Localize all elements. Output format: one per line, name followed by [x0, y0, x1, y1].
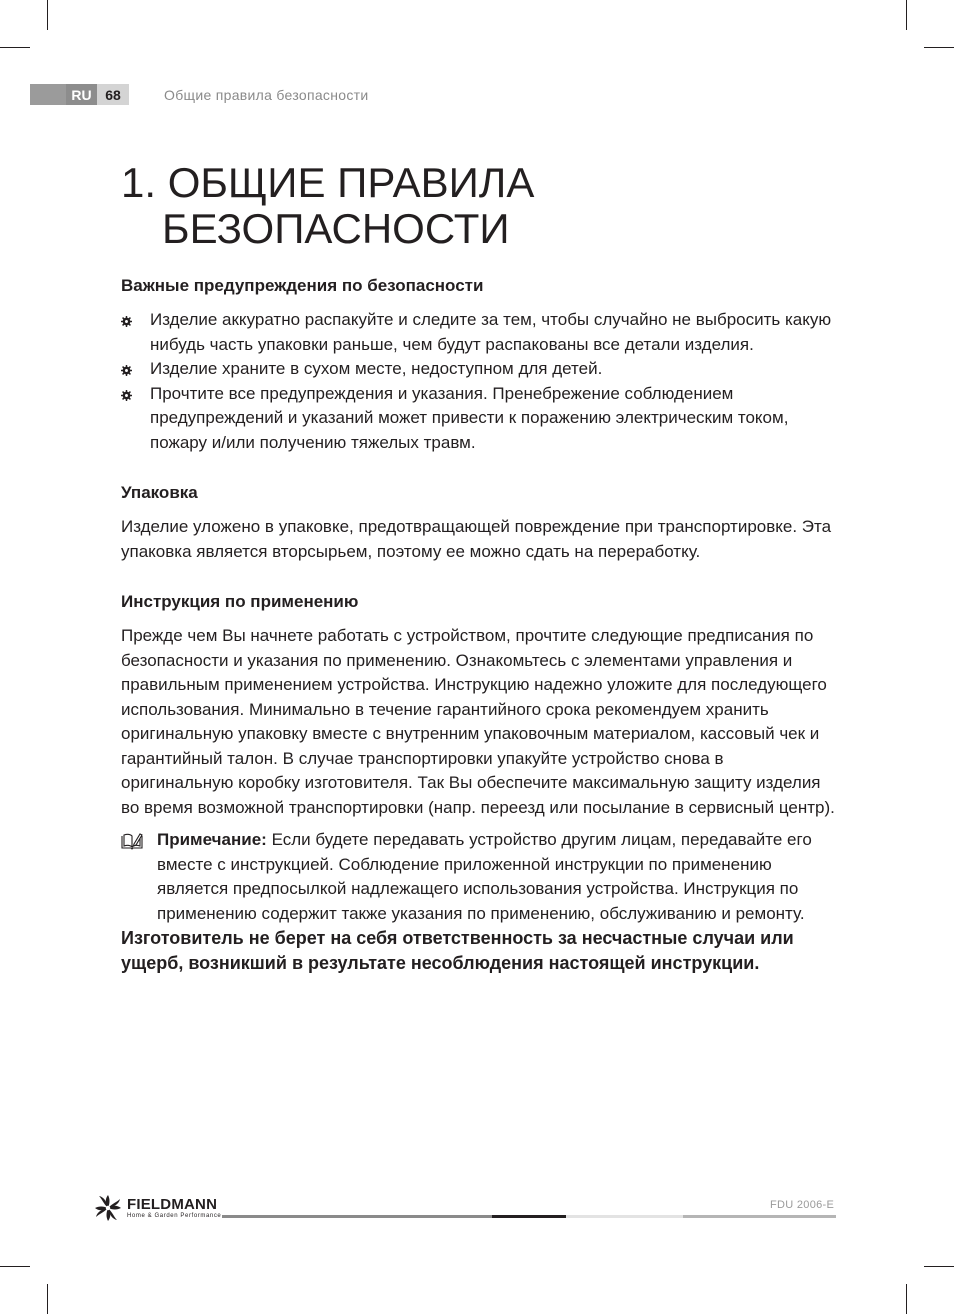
safety-item-text: Прочтите все предупреждения и указания. Пренебрежение соблюдением предупреждений и указаний может привести к поражению электрическим током, пожару и/или получению тяжелых травм.	[150, 383, 789, 452]
note-block	[121, 828, 837, 926]
open-book-icon	[121, 832, 143, 850]
instructions-heading: Инструкция по применению	[121, 592, 359, 611]
note-label: Примечание:	[157, 830, 267, 849]
crop-mark	[0, 47, 30, 48]
page-title-line1: 1. ОБЩИЕ ПРАВИЛА	[121, 159, 535, 206]
main-content	[121, 274, 837, 975]
safety-heading: Важные предупреждения по безопасности	[121, 276, 484, 295]
crop-mark	[47, 0, 48, 30]
gear-bullet-icon	[121, 390, 132, 401]
running-header: Общие правила безопасности	[164, 87, 369, 103]
gear-bullet-icon	[121, 365, 132, 376]
packaging-heading: Упаковка	[121, 483, 198, 502]
footer-line	[566, 1215, 683, 1218]
safety-item-text: Изделие аккуратно распакуйте и следите за тем, чтобы случайно не выбросить какую нибудь часть упаковки раньше, чем будут распакованы все детали изделия.	[150, 310, 832, 354]
list-item	[121, 357, 837, 382]
crop-mark	[906, 1284, 907, 1314]
footer-line	[683, 1215, 836, 1218]
note-text: Если будете передавать устройство другим лицам, передавайте его вместе с инструкцией. Соблюдение приложенной инструкции по применению является предпосылкой надлежащего использования устройства. Инструкция по применению содержит также указания по применению, обслуживанию и ремонту.	[157, 830, 812, 923]
brand-name: FIELDMANN	[127, 1195, 218, 1213]
page-number: 68	[97, 84, 129, 105]
brand-tagline: Home & Garden Performance	[127, 1212, 222, 1219]
crop-mark	[47, 1284, 48, 1314]
fan-logo-icon	[93, 1193, 123, 1223]
safety-list	[121, 308, 837, 455]
page-title-line2: БЕЗОПАСНОСТИ	[162, 205, 510, 252]
model-code: FDU 2006-E	[770, 1199, 835, 1211]
footer-line	[222, 1215, 492, 1218]
page-header-bar	[30, 84, 129, 105]
liability-warning: Изготовитель не берет на себя ответственность за несчастные случаи или ущерб, возникший в результате несоблюдения настоящей инструкции.	[121, 928, 794, 973]
page-title	[121, 160, 534, 252]
footer-line	[492, 1215, 566, 1218]
crop-mark	[0, 1266, 30, 1267]
crop-mark	[924, 47, 954, 48]
language-badge: RU	[66, 84, 97, 105]
packaging-text: Изделие уложено в упаковке, предотвращающей повреждение при транспортировке. Эта упаковка является вторсырьем, поэтому ее можно сдать на переработку.	[121, 517, 832, 561]
brand-logo	[93, 1193, 221, 1223]
header-decor	[30, 84, 66, 105]
safety-item-text: Изделие храните в сухом месте, недоступном для детей.	[150, 359, 603, 378]
instructions-text: Прежде чем Вы начнете работать с устройством, прочтите следующие предписания по безопасности и указания по применению. Ознакомьтесь с элементами управления и правильным применением устройства. Инструкцию надежно уложите для последующего использования. Минимально в течение гарантийного срока рекомендуем хранить оригинальную упаковку вместе с внутренним упаковочным материалом, кассовый чек и гарантийный талон. В случае транспортировки упакуйте устройство снова в оригинальную коробку изготовителя. Так Вы обеспечите максимальную защиту изделия во время возможной транспортировки (напр. переезд или посылание в сервисный центр).	[121, 626, 835, 817]
crop-mark	[906, 0, 907, 30]
list-item	[121, 308, 837, 357]
list-item	[121, 382, 837, 456]
gear-bullet-icon	[121, 316, 132, 327]
crop-mark	[924, 1266, 954, 1267]
